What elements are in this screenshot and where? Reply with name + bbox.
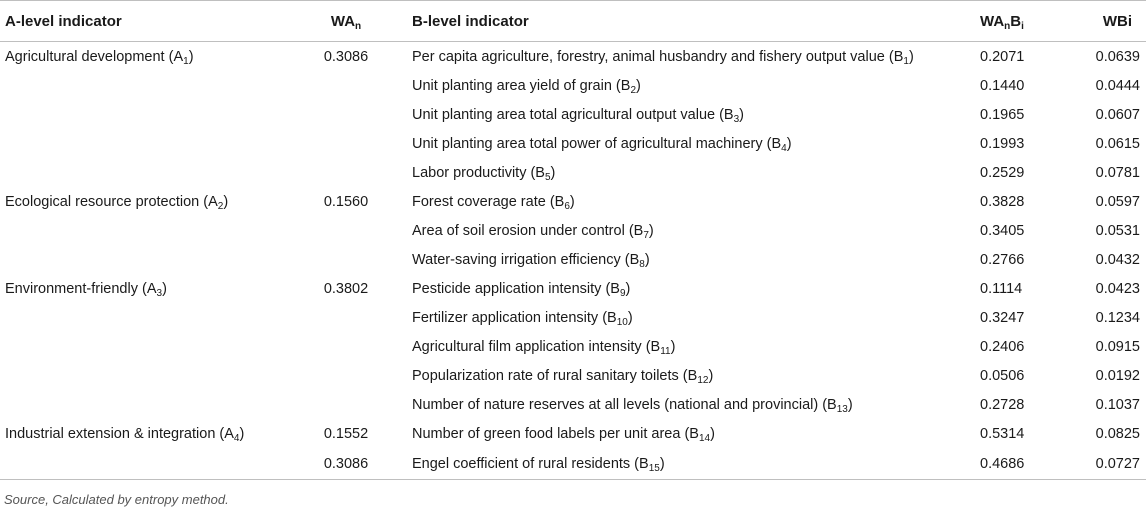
- header-row: [0, 1, 1146, 42]
- b-level-sub: 13: [836, 403, 848, 415]
- a-level-cell: [0, 42, 290, 72]
- b-level-text: Popularization rate of rural sanitary toilets (B: [412, 367, 698, 384]
- wbi-cell: 0.0423: [1095, 280, 1140, 297]
- b-level-sub: 7: [643, 229, 649, 241]
- wab-cell: 0.4686: [972, 448, 1066, 480]
- wa-cell: [290, 361, 402, 390]
- b-level-cell: [402, 303, 972, 332]
- b-level-close: ): [648, 222, 654, 239]
- wbi-cell: 0.0444: [1095, 77, 1140, 94]
- wa-cell: 0.1560: [323, 193, 369, 210]
- b-level-cell: [402, 390, 972, 419]
- a-level-cell: [0, 100, 290, 129]
- b-level-text: Unit planting area total power of agricultural machinery (B: [412, 135, 782, 152]
- a-level-sub: 4: [233, 432, 240, 444]
- table-body: [0, 42, 1146, 480]
- a-level-text: Environment-friendly (A: [5, 280, 157, 297]
- table-row: [0, 303, 1146, 332]
- table-row: [0, 361, 1146, 390]
- b-level-close: ): [550, 164, 556, 181]
- wbi-cell: 0.0615: [1095, 135, 1140, 152]
- table-row: [0, 42, 1146, 72]
- table-row: [0, 448, 1146, 480]
- wa-cell: 0.3802: [323, 280, 369, 297]
- b-level-text: Forest coverage rate (B: [412, 193, 565, 210]
- b-level-cell: [402, 361, 972, 390]
- b-level-sub: 12: [697, 374, 709, 386]
- b-level-cell: [402, 129, 972, 158]
- b-level-cell: [402, 42, 972, 72]
- header-b-level: B-level indicator: [402, 1, 972, 42]
- a-level-cell: [0, 361, 290, 390]
- header-wbi: WBi: [1066, 1, 1146, 42]
- wbi-cell: 0.1234: [1095, 309, 1140, 326]
- b-level-text: Pesticide application intensity (B: [412, 280, 620, 297]
- header-wa: [290, 1, 402, 42]
- wab-cell: 0.2766: [980, 251, 1025, 268]
- a-level-cell: [0, 448, 290, 480]
- b-level-close: ): [659, 455, 665, 472]
- wa-cell: [290, 216, 402, 245]
- a-level-cell: [0, 419, 290, 448]
- b-level-cell: [402, 274, 972, 303]
- wbi-cell: 0.0192: [1095, 367, 1140, 384]
- a-level-sub: 2: [217, 200, 224, 212]
- b-level-close: ): [786, 135, 792, 152]
- b-level-text: Unit planting area yield of grain (B: [412, 77, 631, 94]
- source-note: Source, Calculated by entropy method.: [4, 492, 229, 507]
- a-level-text: Ecological resource protection (A: [5, 193, 218, 210]
- table-row: [0, 245, 1146, 274]
- wa-cell: 0.3086: [290, 448, 402, 480]
- wa-cell: [290, 100, 402, 129]
- table-row: [0, 332, 1146, 361]
- header-wa-sub: n: [355, 20, 362, 32]
- a-level-close: ): [223, 193, 229, 210]
- table-header: [0, 1, 1146, 42]
- a-level-cell: [0, 332, 290, 361]
- wbi-cell: 0.0781: [1095, 164, 1140, 181]
- a-level-cell: [0, 129, 290, 158]
- wbi-cell: 0.0825: [1095, 425, 1140, 442]
- wbi-cell: 0.0531: [1095, 222, 1140, 239]
- table-row: [0, 129, 1146, 158]
- b-level-sub: 8: [639, 258, 645, 270]
- b-level-cell: [402, 332, 972, 361]
- b-level-text: Water-saving irrigation efficiency (B: [412, 251, 640, 268]
- a-level-cell: [0, 216, 290, 245]
- wab-cell: 0.1114: [980, 280, 1023, 297]
- b-level-close: ): [636, 77, 641, 94]
- wa-cell: 0.1552: [323, 425, 369, 442]
- wbi-cell: 0.0432: [1095, 251, 1140, 268]
- header-wab-main2: B: [1010, 12, 1022, 30]
- b-level-text: Unit planting area total agricultural output value (B: [412, 106, 734, 123]
- b-level-text: Per capita agriculture, forestry, animal husbandry and fishery output value (B: [412, 48, 904, 65]
- b-level-cell: [402, 100, 972, 129]
- a-level-cell: [0, 390, 290, 419]
- header-a-level: A-level indicator: [0, 1, 290, 42]
- a-level-close: ): [188, 48, 194, 65]
- b-level-text: Number of green food labels per unit area (B: [412, 425, 699, 442]
- b-level-sub: 10: [616, 316, 628, 328]
- b-level-sub: 5: [544, 171, 551, 183]
- wa-cell: [290, 332, 402, 361]
- table-row: [0, 100, 1146, 129]
- wab-cell: 0.1965: [980, 106, 1025, 123]
- b-level-text: Number of nature reserves at all levels (national and provincial) (B: [412, 396, 837, 413]
- b-level-sub: 4: [781, 142, 787, 154]
- b-level-close: ): [627, 309, 633, 326]
- a-level-text: Agricultural development (A: [5, 48, 184, 65]
- wab-cell: 0.3405: [980, 222, 1025, 239]
- a-level-cell: [0, 245, 290, 274]
- header-wab-sub1: n: [1004, 20, 1011, 32]
- a-level-close: ): [162, 280, 167, 297]
- wab-cell: 0.0506: [980, 367, 1025, 384]
- wbi-cell: 0.0597: [1095, 193, 1140, 210]
- wab-cell: 0.1440: [980, 77, 1025, 94]
- table-row: [0, 158, 1146, 187]
- wbi-cell: 0.0727: [1066, 448, 1146, 480]
- wab-cell: 0.2728: [980, 396, 1025, 413]
- b-level-text: Engel coefficient of rural residents (B: [412, 455, 649, 472]
- wab-cell: 0.2406: [980, 338, 1025, 355]
- wa-cell: 0.3086: [323, 48, 369, 65]
- wab-cell: 0.3828: [980, 193, 1025, 210]
- b-level-cell: [402, 158, 972, 187]
- a-level-cell: [0, 303, 290, 332]
- wab-cell: 0.5314: [980, 425, 1025, 442]
- table-row: [0, 274, 1146, 303]
- b-level-close: ): [569, 193, 575, 210]
- b-level-text: Agricultural film application intensity (B: [412, 338, 661, 355]
- header-wa-main: WA: [330, 12, 356, 30]
- b-level-sub: 6: [564, 200, 570, 212]
- b-level-cell: [402, 187, 972, 216]
- header-wab-main1: WA: [980, 12, 1005, 30]
- wa-cell: [290, 71, 402, 100]
- b-level-text: Fertilizer application intensity (B: [412, 309, 617, 326]
- wa-cell: [290, 129, 402, 158]
- wab-cell: 0.2529: [980, 164, 1025, 181]
- wab-cell: 0.2071: [980, 48, 1025, 65]
- a-level-cell: [0, 158, 290, 187]
- b-level-sub: 3: [733, 113, 740, 125]
- b-level-close: ): [670, 338, 676, 355]
- b-level-cell: [402, 245, 972, 274]
- table-row: [0, 216, 1146, 245]
- b-level-close: ): [739, 106, 745, 123]
- b-level-close: ): [708, 367, 714, 384]
- wa-cell: [290, 390, 402, 419]
- b-level-close: ): [847, 396, 853, 413]
- a-level-close: ): [239, 425, 245, 442]
- wbi-cell: 0.0915: [1095, 338, 1140, 355]
- wab-cell: 0.1993: [980, 135, 1025, 152]
- table-row: [0, 187, 1146, 216]
- b-level-cell: [402, 448, 972, 480]
- wa-cell: [290, 158, 402, 187]
- table-row: [0, 419, 1146, 448]
- b-level-sub: 2: [630, 84, 636, 96]
- b-level-cell: [402, 216, 972, 245]
- b-level-sub: 11: [660, 345, 671, 357]
- b-level-cell: [402, 419, 972, 448]
- b-level-sub: 14: [698, 432, 711, 444]
- a-level-sub: 1: [183, 55, 189, 67]
- header-wab-sub2: i: [1021, 20, 1024, 32]
- a-level-cell: [0, 187, 290, 216]
- b-level-sub: 9: [619, 287, 626, 299]
- wa-cell: [290, 245, 402, 274]
- b-level-close: ): [625, 280, 631, 297]
- b-level-text: Area of soil erosion under control (B: [412, 222, 644, 239]
- table-row: [0, 71, 1146, 100]
- b-level-cell: [402, 71, 972, 100]
- wa-cell: [290, 303, 402, 332]
- a-level-sub: 3: [156, 287, 163, 299]
- table-row: [0, 390, 1146, 419]
- b-level-close: ): [644, 251, 650, 268]
- wbi-cell: 0.1037: [1095, 396, 1140, 413]
- wbi-cell: 0.0639: [1095, 48, 1140, 65]
- b-level-sub: 1: [903, 55, 909, 67]
- b-level-text: Labor productivity (B: [412, 164, 545, 181]
- b-level-close: ): [710, 425, 715, 442]
- b-level-sub: 15: [648, 462, 660, 474]
- wbi-cell: 0.0607: [1095, 106, 1140, 123]
- a-level-text: Industrial extension & integration (A: [5, 425, 234, 442]
- header-wab: [972, 1, 1066, 42]
- b-level-close: ): [908, 48, 914, 65]
- a-level-cell: [0, 274, 290, 303]
- wab-cell: 0.3247: [980, 309, 1025, 326]
- a-level-cell: [0, 71, 290, 100]
